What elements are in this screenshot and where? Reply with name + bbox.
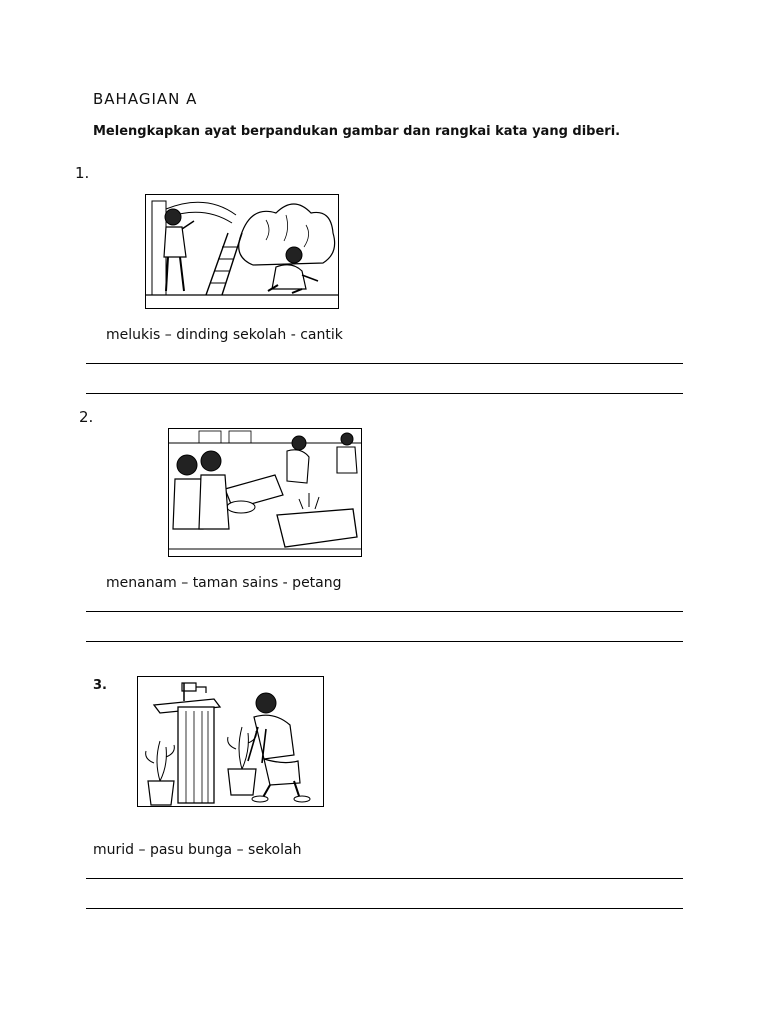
question-3-prompt: murid – pasu bunga – sekolah (93, 842, 302, 858)
question-2-prompt: menanam – taman sains - petang (106, 575, 342, 591)
question-2-answer-line-1[interactable] (86, 611, 683, 612)
question-3-answer-line-1[interactable] (86, 878, 683, 879)
question-number-1: 1. (75, 164, 90, 182)
question-1-prompt: melukis – dinding sekolah - cantik (106, 327, 343, 343)
question-2-picture (168, 428, 362, 557)
question-1-answer-line-1[interactable] (86, 363, 683, 364)
instruction-text: Melengkapkan ayat berpandukan gambar dan rangkai kata yang diberi. (93, 124, 621, 139)
question-3-picture (137, 676, 324, 807)
boy-flower-pot-illustration (138, 677, 323, 806)
question-number-3: 3. (93, 678, 107, 693)
question-1-picture (145, 194, 339, 309)
painting-wall-illustration (146, 195, 338, 308)
planting-garden-illustration (169, 429, 361, 556)
question-3-answer-line-2[interactable] (86, 908, 683, 909)
question-2-answer-line-2[interactable] (86, 641, 683, 642)
question-number-2: 2. (79, 408, 94, 426)
question-1-answer-line-2[interactable] (86, 393, 683, 394)
section-title: BAHAGIAN A (93, 90, 198, 108)
